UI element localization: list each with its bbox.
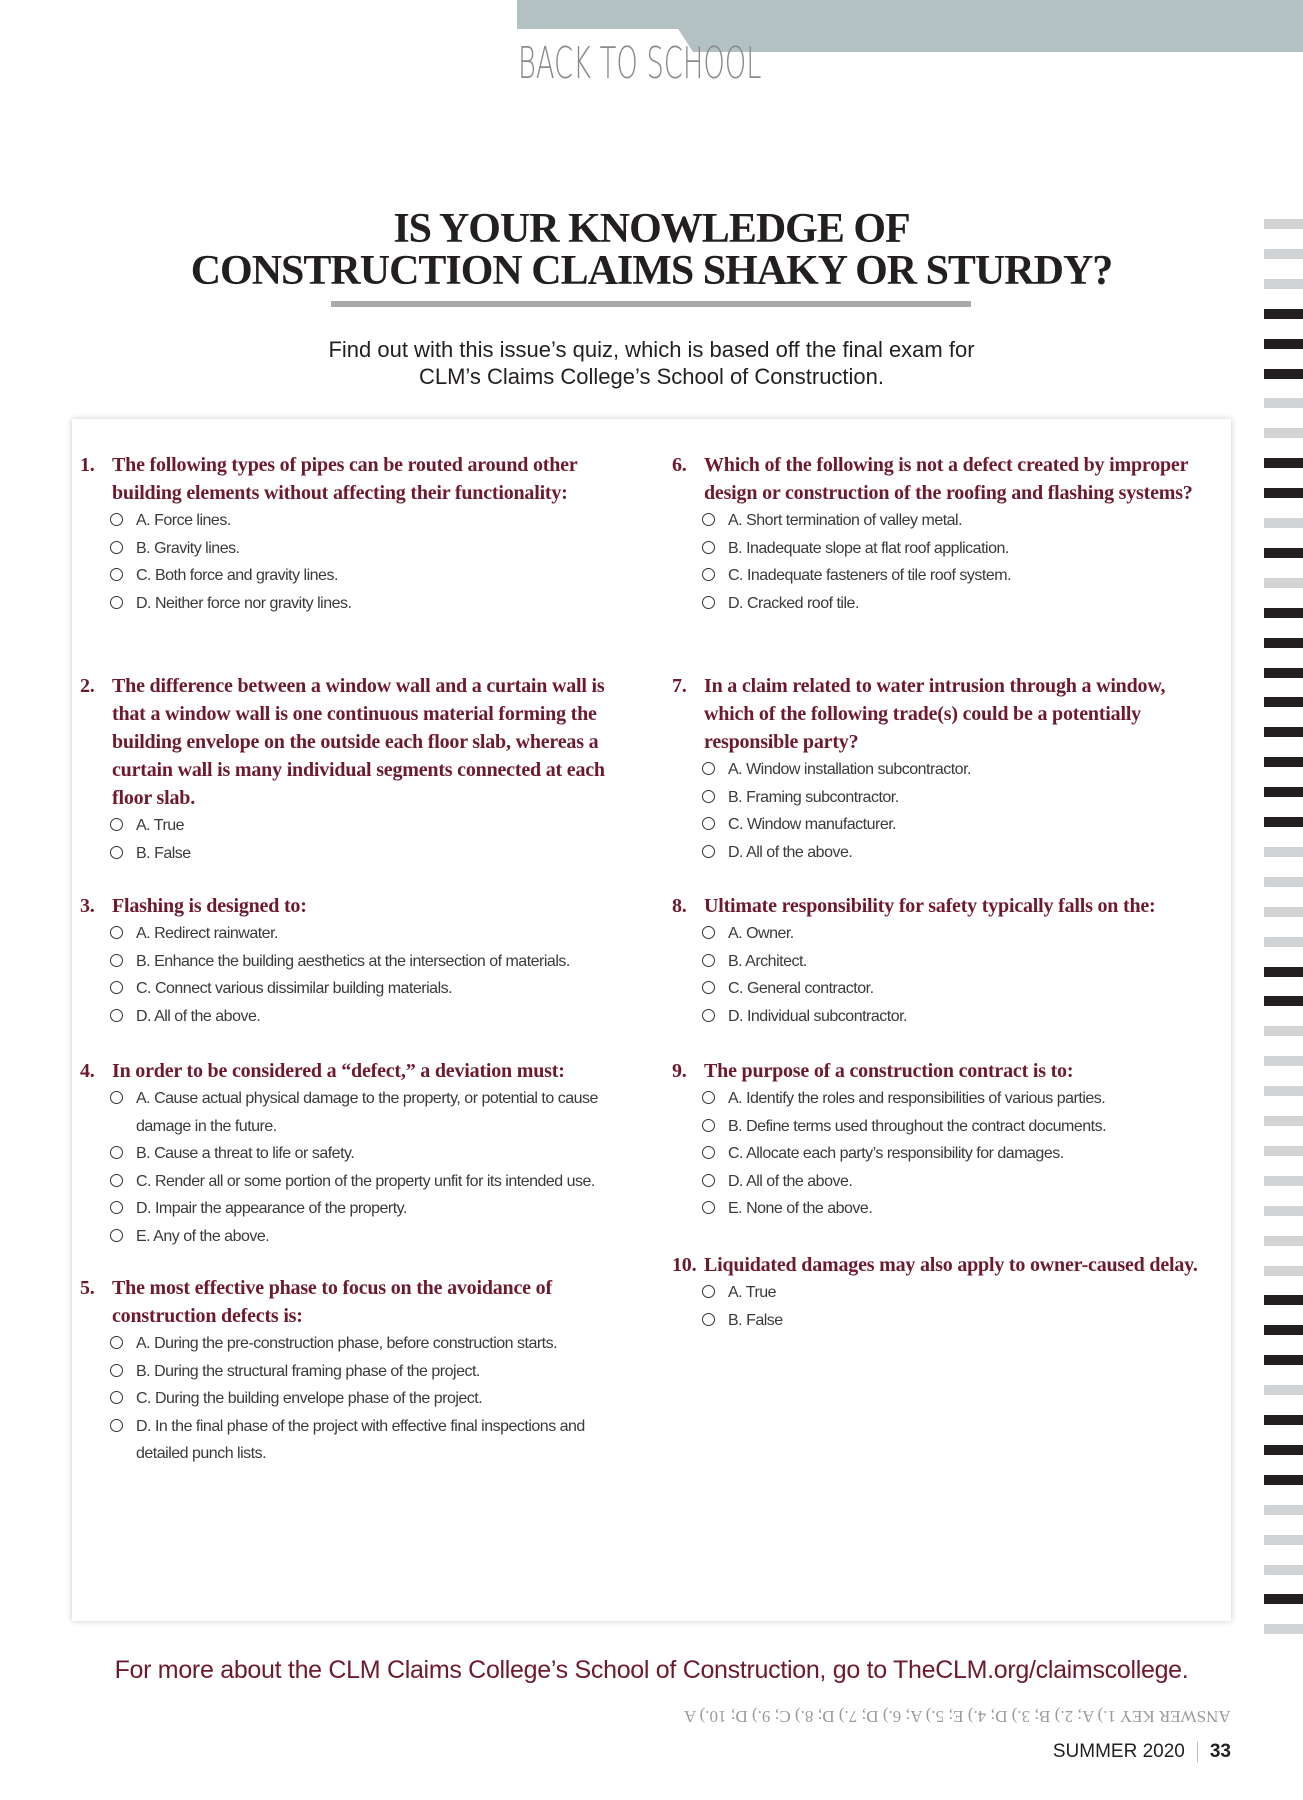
- option-label: A. True: [728, 1284, 777, 1301]
- options-list: [672, 507, 1217, 617]
- quiz-question-8: [672, 892, 1217, 1030]
- side-stripe: [1264, 1266, 1303, 1276]
- side-stripe: [1264, 458, 1303, 468]
- option-label: A. During the pre-construction phase, before construction starts.: [136, 1335, 558, 1352]
- radio-button-icon[interactable]: [702, 790, 715, 803]
- options-list: [80, 1085, 625, 1250]
- option-label: A. Identify the roles and responsibilities of various parties.: [728, 1090, 1106, 1107]
- footer-link[interactable]: For more about the CLM Claims College’s School of Construction, go to TheCLM.org/claimscollege.: [114, 1656, 1189, 1684]
- option-label: B. During the structural framing phase of the project.: [136, 1362, 480, 1380]
- option-label: A. Owner.: [728, 925, 794, 942]
- radio-button-icon[interactable]: [110, 926, 123, 939]
- answer-option[interactable]: [110, 507, 625, 535]
- option-label: A. Short termination of valley metal.: [728, 512, 963, 529]
- side-stripe: [1264, 847, 1303, 857]
- quiz-question-4: [80, 1057, 625, 1250]
- side-stripe: [1264, 638, 1303, 648]
- question-prompt: In order to be considered a “defect,” a deviation must:: [112, 1060, 565, 1082]
- side-stripe: [1264, 309, 1303, 319]
- radio-button-icon[interactable]: [110, 1009, 123, 1022]
- radio-button-icon[interactable]: [110, 568, 123, 581]
- options-list: [672, 920, 1217, 1030]
- option-label: B. Enhance the building aesthetics at the intersection of materials.: [136, 952, 570, 970]
- answer-option[interactable]: [110, 590, 625, 618]
- side-stripe: [1264, 1116, 1303, 1126]
- radio-button-icon[interactable]: [110, 954, 123, 967]
- answer-option[interactable]: [110, 975, 625, 1003]
- radio-button-icon[interactable]: [110, 1229, 123, 1242]
- quiz-card: [72, 419, 1231, 1621]
- question-number: 1.: [80, 454, 95, 476]
- options-list: [672, 1085, 1217, 1223]
- side-stripe: [1264, 1236, 1303, 1246]
- answer-option[interactable]: [702, 1307, 1217, 1335]
- option-label: B. Framing subcontractor.: [728, 788, 899, 806]
- page-number: 33: [1209, 1741, 1231, 1762]
- section-title: BACK TO SCHOOL: [518, 38, 762, 89]
- answer-option[interactable]: [702, 920, 1217, 948]
- answer-option[interactable]: [702, 1140, 1217, 1168]
- side-stripe: [1264, 428, 1303, 438]
- side-stripe: [1264, 668, 1303, 678]
- option-label: C. During the building envelope phase of the project.: [136, 1390, 483, 1407]
- radio-button-icon[interactable]: [110, 1091, 123, 1104]
- answer-option[interactable]: [702, 756, 1217, 784]
- question-number: 7.: [672, 675, 687, 697]
- side-stripe: [1264, 877, 1303, 887]
- option-label: C. Connect various dissimilar building materials.: [136, 980, 453, 997]
- answer-option[interactable]: [702, 1279, 1217, 1307]
- side-stripe: [1264, 279, 1303, 289]
- subtitle-line-1: Find out with this issue’s quiz, which is based off the final exam for: [328, 337, 975, 362]
- option-label: A. Force lines.: [136, 512, 231, 529]
- answer-option[interactable]: [110, 1223, 625, 1251]
- radio-button-icon[interactable]: [110, 596, 123, 609]
- question-number: 2.: [80, 675, 95, 697]
- radio-button-icon[interactable]: [702, 596, 715, 609]
- side-stripe: [1264, 817, 1303, 827]
- side-stripe: [1264, 1475, 1303, 1485]
- answer-option[interactable]: [110, 948, 625, 976]
- answer-option[interactable]: [110, 1140, 625, 1168]
- subtitle-line-2: CLM’s Claims College’s School of Construction.: [418, 364, 885, 389]
- option-label: B. False: [136, 844, 191, 862]
- title-line-2: CONSTRUCTION CLAIMS SHAKY OR STURDY?: [190, 248, 1113, 294]
- title-line-1: IS YOUR KNOWLEDGE OF: [393, 206, 910, 252]
- option-label: C. Both force and gravity lines.: [136, 567, 338, 584]
- side-stripe: [1264, 339, 1303, 349]
- radio-button-icon[interactable]: [702, 1146, 715, 1159]
- side-stripe: [1264, 727, 1303, 737]
- question-prompt: Liquidated damages may also apply to owner-caused delay.: [704, 1254, 1198, 1276]
- side-stripe: [1264, 1535, 1303, 1545]
- question-text: [80, 892, 625, 920]
- question-text: [672, 451, 1217, 507]
- answer-option[interactable]: [702, 839, 1217, 867]
- option-label: A. Window installation subcontractor.: [728, 761, 971, 778]
- answer-option[interactable]: [702, 1168, 1217, 1196]
- option-label: A. Redirect rainwater.: [136, 925, 278, 942]
- side-stripe: [1264, 757, 1303, 767]
- radio-button-icon[interactable]: [702, 1313, 715, 1326]
- question-prompt: Which of the following is not a defect created by improper design or construction of the roofing and flashing systems?: [704, 454, 1193, 504]
- answer-option[interactable]: [110, 562, 625, 590]
- option-label: A. True: [136, 817, 185, 834]
- answer-option[interactable]: [110, 1195, 625, 1223]
- side-stripe: [1264, 1505, 1303, 1515]
- side-stripe: [1264, 967, 1303, 977]
- radio-button-icon[interactable]: [702, 541, 715, 554]
- answer-option[interactable]: [110, 920, 625, 948]
- side-stripe: [1264, 1086, 1303, 1096]
- page-footer: [1053, 1741, 1231, 1763]
- answer-option[interactable]: [110, 1358, 625, 1386]
- answer-key: ANSWER KEY 1.) A; 2.) B; 3.) D; 4.) E; 5.) A; 6.) D; 7.) D; 8.) C; 9.) D; 10.) A: [684, 1707, 1231, 1726]
- answer-option[interactable]: [110, 1330, 625, 1358]
- option-label: B. Define terms used throughout the contract documents.: [728, 1117, 1107, 1135]
- radio-button-icon[interactable]: [702, 1285, 715, 1298]
- radio-button-icon[interactable]: [702, 954, 715, 967]
- radio-button-icon[interactable]: [110, 818, 123, 831]
- side-stripe: [1264, 369, 1303, 379]
- quiz-question-10: [672, 1251, 1217, 1334]
- option-label: E. None of the above.: [728, 1200, 873, 1217]
- answer-option[interactable]: [702, 948, 1217, 976]
- side-stripe: [1264, 1146, 1303, 1156]
- question-text: [672, 1057, 1217, 1085]
- option-label: B. Gravity lines.: [136, 539, 240, 557]
- footer-divider: [1197, 1742, 1198, 1762]
- issue-label: SUMMER 2020: [1052, 1741, 1185, 1762]
- side-stripe: [1264, 1295, 1303, 1305]
- option-label: D. Cracked roof tile.: [728, 594, 859, 612]
- question-number: 10.: [672, 1254, 697, 1276]
- subtitle: [0, 336, 1303, 390]
- option-label: B. False: [728, 1311, 783, 1329]
- options-list: [80, 812, 625, 867]
- answer-option[interactable]: [702, 1003, 1217, 1031]
- question-number: 8.: [672, 895, 687, 917]
- answer-option[interactable]: [702, 535, 1217, 563]
- question-prompt: Ultimate responsibility for safety typically falls on the:: [704, 895, 1156, 917]
- question-text: [672, 1251, 1217, 1279]
- radio-button-icon[interactable]: [702, 1119, 715, 1132]
- side-stripe: [1264, 548, 1303, 558]
- answer-option[interactable]: [702, 975, 1217, 1003]
- radio-button-icon[interactable]: [702, 981, 715, 994]
- option-label: B. Architect.: [728, 952, 807, 970]
- answer-option[interactable]: [110, 1413, 625, 1468]
- side-stripe: [1264, 1385, 1303, 1395]
- answer-option[interactable]: [702, 562, 1217, 590]
- side-stripe: [1264, 1415, 1303, 1425]
- options-list: [672, 1279, 1217, 1334]
- radio-button-icon[interactable]: [702, 845, 715, 858]
- options-list: [672, 756, 1217, 866]
- quiz-question-2: [80, 672, 625, 867]
- page-title: [0, 208, 1303, 292]
- question-text: [80, 1057, 625, 1085]
- question-text: [672, 672, 1217, 756]
- side-stripe: [1264, 1206, 1303, 1216]
- radio-button-icon[interactable]: [110, 1336, 123, 1349]
- side-stripe: [1264, 518, 1303, 528]
- radio-button-icon[interactable]: [110, 541, 123, 554]
- question-text: [80, 1274, 625, 1330]
- side-stripe: [1264, 1176, 1303, 1186]
- radio-button-icon[interactable]: [110, 1201, 123, 1214]
- radio-button-icon[interactable]: [702, 1009, 715, 1022]
- question-prompt: The most effective phase to focus on the avoidance of construction defects is:: [112, 1277, 552, 1327]
- question-prompt: The difference between a window wall and a curtain wall is that a window wall is one continuous material forming the building envelope on the outside each floor slab, whereas a curtain wall is many individual segments connected at each floor slab.: [112, 675, 605, 809]
- side-stripe: [1264, 1594, 1303, 1604]
- radio-button-icon[interactable]: [702, 568, 715, 581]
- side-stripe: [1264, 937, 1303, 947]
- answer-option[interactable]: [702, 1195, 1217, 1223]
- radio-button-icon[interactable]: [110, 846, 123, 859]
- side-stripe: [1264, 249, 1303, 259]
- side-stripe: [1264, 907, 1303, 917]
- quiz-question-1: [80, 451, 625, 617]
- option-label: E. Any of the above.: [136, 1227, 270, 1245]
- quiz-question-5: [80, 1274, 625, 1468]
- side-stripe: [1264, 608, 1303, 618]
- answer-option[interactable]: [702, 590, 1217, 618]
- question-prompt: Flashing is designed to:: [112, 895, 307, 917]
- radio-button-icon[interactable]: [110, 1174, 123, 1187]
- option-label: C. Allocate each party’s responsibility for damages.: [728, 1145, 1064, 1162]
- radio-button-icon[interactable]: [702, 1201, 715, 1214]
- side-stripe: [1264, 1026, 1303, 1036]
- side-stripe: [1264, 488, 1303, 498]
- side-stripe: [1264, 398, 1303, 408]
- question-prompt: The purpose of a construction contract is to:: [704, 1060, 1074, 1082]
- question-text: [672, 892, 1217, 920]
- question-number: 5.: [80, 1277, 95, 1299]
- side-stripe: [1264, 1056, 1303, 1066]
- answer-option[interactable]: [110, 1085, 625, 1140]
- title-underline: [331, 301, 971, 307]
- quiz-question-9: [672, 1057, 1217, 1223]
- answer-option[interactable]: [702, 811, 1217, 839]
- side-stripe: [1264, 697, 1303, 707]
- radio-button-icon[interactable]: [702, 1091, 715, 1104]
- options-list: [80, 920, 625, 1030]
- radio-button-icon[interactable]: [110, 513, 123, 526]
- option-label: C. General contractor.: [728, 980, 874, 997]
- option-label: C. Window manufacturer.: [728, 816, 897, 833]
- header-band-lower: [678, 0, 1303, 52]
- option-label: B. Inadequate slope at flat roof application.: [728, 539, 1009, 557]
- answer-option[interactable]: [702, 784, 1217, 812]
- option-label: A. Cause actual physical damage to the property, or potential to cause damage in the future.: [136, 1090, 598, 1135]
- answer-option[interactable]: [702, 1113, 1217, 1141]
- option-label: C. Inadequate fasteners of tile roof system.: [728, 567, 1012, 584]
- option-label: D. Individual subcontractor.: [728, 1007, 907, 1025]
- radio-button-icon[interactable]: [702, 1174, 715, 1187]
- side-stripe: [1264, 1445, 1303, 1455]
- answer-option[interactable]: [110, 535, 625, 563]
- option-label: D. All of the above.: [728, 1172, 853, 1190]
- answer-option[interactable]: [110, 1168, 625, 1196]
- side-stripe: [1264, 1325, 1303, 1335]
- question-text: [80, 451, 625, 507]
- answer-option[interactable]: [110, 812, 625, 840]
- side-stripe: [1264, 219, 1303, 229]
- radio-button-icon[interactable]: [110, 1364, 123, 1377]
- question-prompt: In a claim related to water intrusion through a window, which of the following trade(s) could be a potentially responsible party?: [704, 675, 1166, 753]
- side-stripe: [1264, 787, 1303, 797]
- question-number: 4.: [80, 1060, 95, 1082]
- side-stripe: [1264, 1355, 1303, 1365]
- question-number: 3.: [80, 895, 95, 917]
- radio-button-icon[interactable]: [702, 762, 715, 775]
- quiz-question-6: [672, 451, 1217, 617]
- answer-option[interactable]: [110, 1003, 625, 1031]
- option-label: D. All of the above.: [728, 843, 853, 861]
- quiz-question-7: [672, 672, 1217, 866]
- answer-option[interactable]: [702, 507, 1217, 535]
- options-list: [80, 1330, 625, 1468]
- radio-button-icon[interactable]: [110, 1419, 123, 1432]
- question-text: [80, 672, 625, 812]
- answer-option[interactable]: [702, 1085, 1217, 1113]
- radio-button-icon[interactable]: [110, 1146, 123, 1159]
- question-prompt: The following types of pipes can be routed around other building elements without affecting their functionality:: [112, 454, 578, 504]
- side-stripe: [1264, 1624, 1303, 1634]
- option-label: D. All of the above.: [136, 1007, 261, 1025]
- option-label: B. Cause a threat to life or safety.: [136, 1145, 355, 1162]
- quiz-question-3: [80, 892, 625, 1030]
- question-number: 6.: [672, 454, 687, 476]
- options-list: [80, 507, 625, 617]
- option-label: D. Impair the appearance of the property.: [136, 1200, 407, 1217]
- radio-button-icon[interactable]: [110, 1391, 123, 1404]
- option-label: C. Render all or some portion of the property unfit for its intended use.: [136, 1172, 595, 1190]
- answer-option[interactable]: [110, 840, 625, 868]
- radio-button-icon[interactable]: [702, 513, 715, 526]
- radio-button-icon[interactable]: [702, 926, 715, 939]
- option-label: D. In the final phase of the project with effective final inspections and detailed punch lists.: [136, 1417, 585, 1462]
- question-number: 9.: [672, 1060, 687, 1082]
- radio-button-icon[interactable]: [702, 817, 715, 830]
- radio-button-icon[interactable]: [110, 981, 123, 994]
- option-label: D. Neither force nor gravity lines.: [136, 594, 352, 612]
- side-stripe: [1264, 578, 1303, 588]
- side-stripe: [1264, 1565, 1303, 1575]
- side-stripe: [1264, 996, 1303, 1006]
- answer-option[interactable]: [110, 1385, 625, 1413]
